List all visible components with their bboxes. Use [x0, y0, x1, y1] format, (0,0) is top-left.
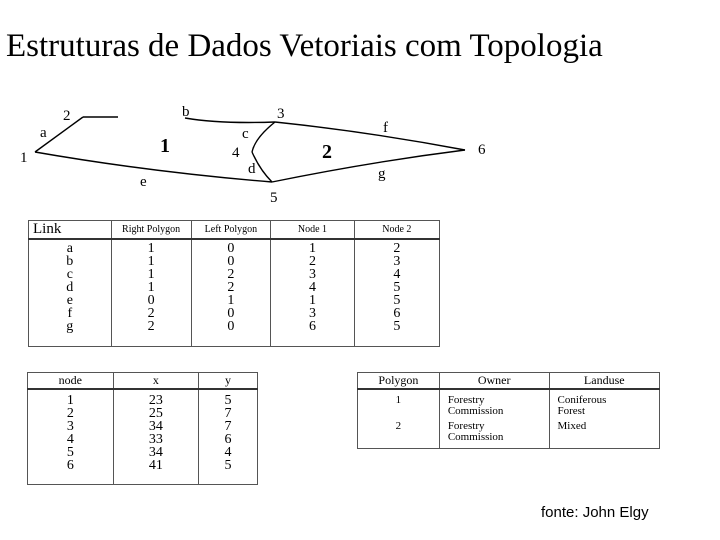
- source-caption: fonte: John Elgy: [541, 504, 649, 521]
- column-header: Node 2: [354, 221, 439, 240]
- polygon-table-body: [358, 389, 660, 449]
- link-label: e: [140, 174, 147, 190]
- column-header: Landuse: [549, 373, 660, 390]
- link-label: b: [182, 104, 190, 120]
- node-label: 3: [277, 106, 285, 122]
- node1-column: 1 2 3 4 1 3 6: [271, 239, 354, 347]
- column-header: Node 1: [271, 221, 354, 240]
- x-column: 23 25 34 33 34 41: [113, 389, 198, 485]
- node-label: 2: [63, 108, 71, 124]
- column-header: Link: [29, 221, 112, 240]
- link-label: d: [248, 161, 256, 177]
- link-label: a: [40, 125, 47, 141]
- right-polygon-column: 1 1 1 1 0 2 2: [111, 239, 191, 347]
- link-g: [272, 150, 465, 182]
- node-label: 4: [232, 145, 240, 161]
- column-header: x: [113, 373, 198, 390]
- node-column: 1 2 3 4 5 6: [28, 389, 114, 485]
- polygon-label: 2: [322, 141, 332, 163]
- column-header: node: [28, 373, 114, 390]
- column-header: Polygon: [358, 373, 440, 390]
- link-c: [252, 122, 275, 152]
- link-label: c: [242, 126, 249, 142]
- link-table-header: [29, 221, 440, 240]
- link-b: [185, 118, 275, 123]
- node-table-body: [28, 389, 258, 485]
- column-header: Right Polygon: [111, 221, 191, 240]
- node-table: [27, 372, 258, 485]
- node-label: 5: [270, 190, 278, 206]
- y-column: 5 7 7 6 4 5: [199, 389, 258, 485]
- landuse-column: Coniferous Forest Mixed: [549, 389, 660, 449]
- column-header: Owner: [439, 373, 549, 390]
- owner-column: Forestry Commission Forestry Commission: [439, 389, 549, 449]
- link-label: f: [383, 120, 388, 136]
- polygon-label: 1: [160, 135, 170, 157]
- node-label: 6: [478, 142, 486, 158]
- column-header: y: [199, 373, 258, 390]
- link-column: a b c d e f g: [29, 239, 112, 347]
- polygon-column: 1 2: [358, 389, 440, 449]
- link-table-body: [29, 239, 440, 347]
- link-table: [28, 220, 440, 347]
- link-f: [275, 122, 465, 150]
- topology-diagram: [0, 100, 720, 210]
- page-title: Estruturas de Dados Vetoriais com Topologia: [6, 28, 603, 64]
- node2-column: 2 3 4 5 5 6 5: [354, 239, 439, 347]
- node-table-header: [28, 373, 258, 390]
- column-header: Left Polygon: [191, 221, 271, 240]
- left-polygon-column: 0 0 2 2 1 0 0: [191, 239, 271, 347]
- polygon-table: [357, 372, 660, 449]
- node-label: 1: [20, 150, 28, 166]
- polygon-table-header: [358, 373, 660, 390]
- link-label: g: [378, 166, 386, 182]
